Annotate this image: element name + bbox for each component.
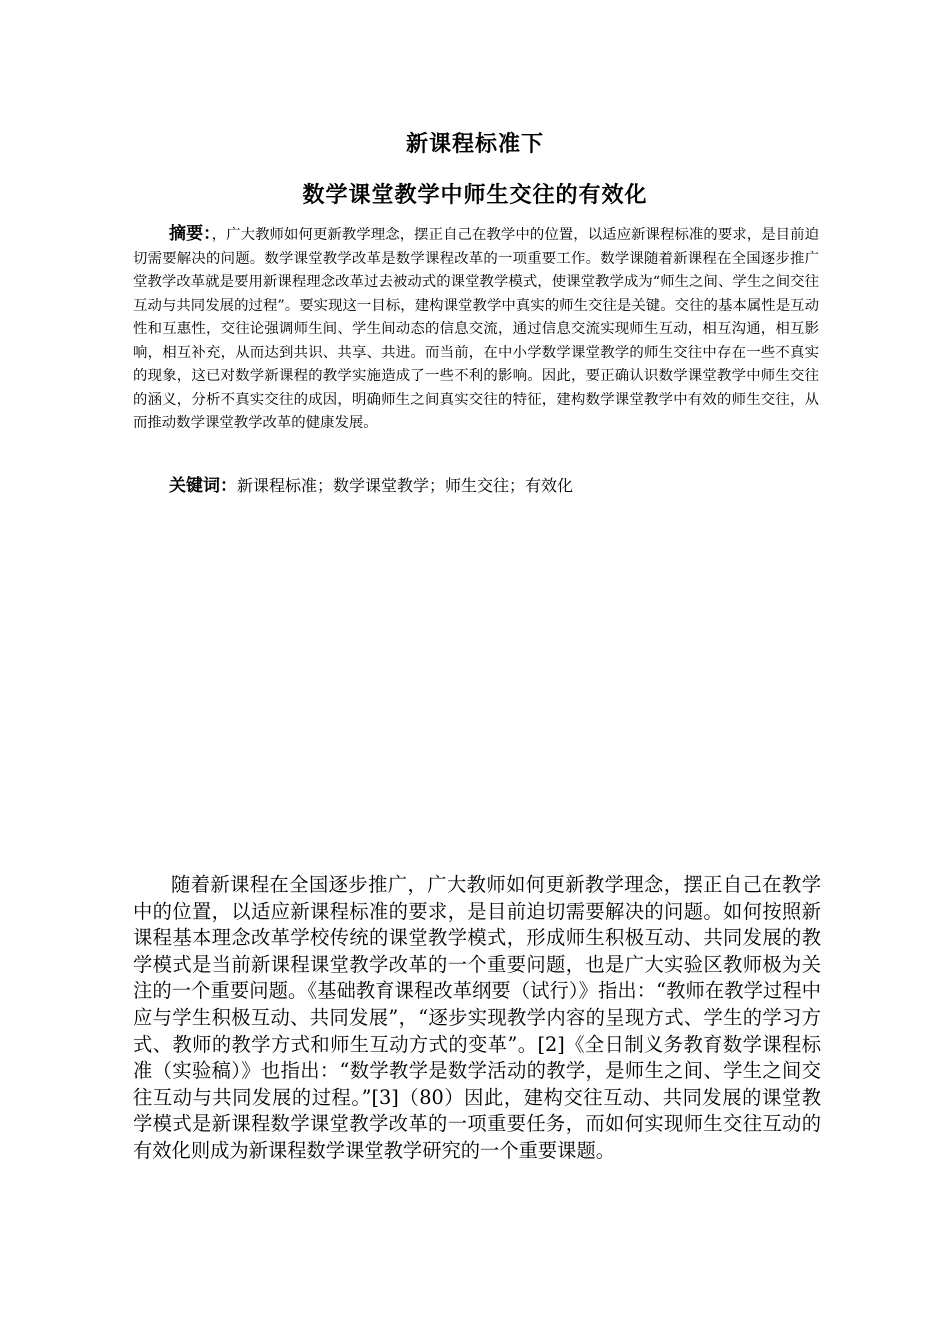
abstract-label: 摘要：	[169, 224, 212, 244]
title-line-2: 数学课堂教学中师生交往的有效化	[302, 183, 648, 208]
title-line-1: 新课程标准下	[405, 132, 544, 157]
body-paragraph: 随着新课程在全国逐步推广，广大教师如何更新教学理念，摆正自己在教学中的位置，以适应新课程标准的要求，是目前迫切需要解决的问题。如何按照新课程基本理念改革学校传统的课堂教学模式，形成师生积极互动、共同发展的教学模式是当前新课程课堂教学改革的一个重要问题，也是广大实验区教师极为关注的一个重要问题。《基础教育课程改革纲要（试行）》指出：“教师在教学过程中应与学生积极互动、共同发展”，“逐步实现教学内容的呈现方式、学生的学习方式、教师的教学方式和师生互动方式的变革”。[2]《全日制义务教育数学课程标准（实验稿）》也指出：“数学教学是数学活动的教学，是师生之间、学生之间交往互动与共同发展的过程。”[3]（80）因此，建构交往互动、共同发展的课堂教学模式是新课程数学课堂教学改革的一项重要任务，而如何实现师生交往互动的有效化则成为新课程数学课堂教学研究的一个重要课题。	[133, 873, 821, 1162]
abstract-text: ，广大教师如何更新教学理念，摆正自己在教学中的位置，以适应新课程标准的要求，是目前迫切需要解决的问题。数学课堂教学改革是数学课程改革的一项重要工作。数学课随着新课程在全国逐步推广堂教学改革就是要用新课程理念改革过去被动式的课堂教学模式，使课堂教学成为“师生之间、学生之间交往互动与共同发展的过程”。要实现这一目标，建构课堂教学中真实的师生交往是关键。交往的基本属性是互动性和互惠性，交往论强调师生间、学生间动态的信息交流，通过信息交流实现师生互动，相互沟通，相互影响，相互补充，从而达到共识、共享、共进。而当前，在中小学数学课堂教学的师生交往中存在一些不真实的现象，这已对数学新课程的教学实施造成了一些不利的影响。因此，要正确认识数学课堂教学中师生交往的涵义，分析不真实交往的成因，明确师生之间真实交往的特征，建构数学课堂教学中有效的师生交往，从而推动数学课堂教学改革的健康发展。	[133, 227, 819, 431]
keywords-line	[169, 473, 819, 499]
keywords-text: 新课程标准；数学课堂教学；师生交往；有效化	[237, 476, 574, 495]
keywords-label: 关键词：	[169, 476, 237, 496]
abstract-paragraph	[133, 223, 819, 436]
